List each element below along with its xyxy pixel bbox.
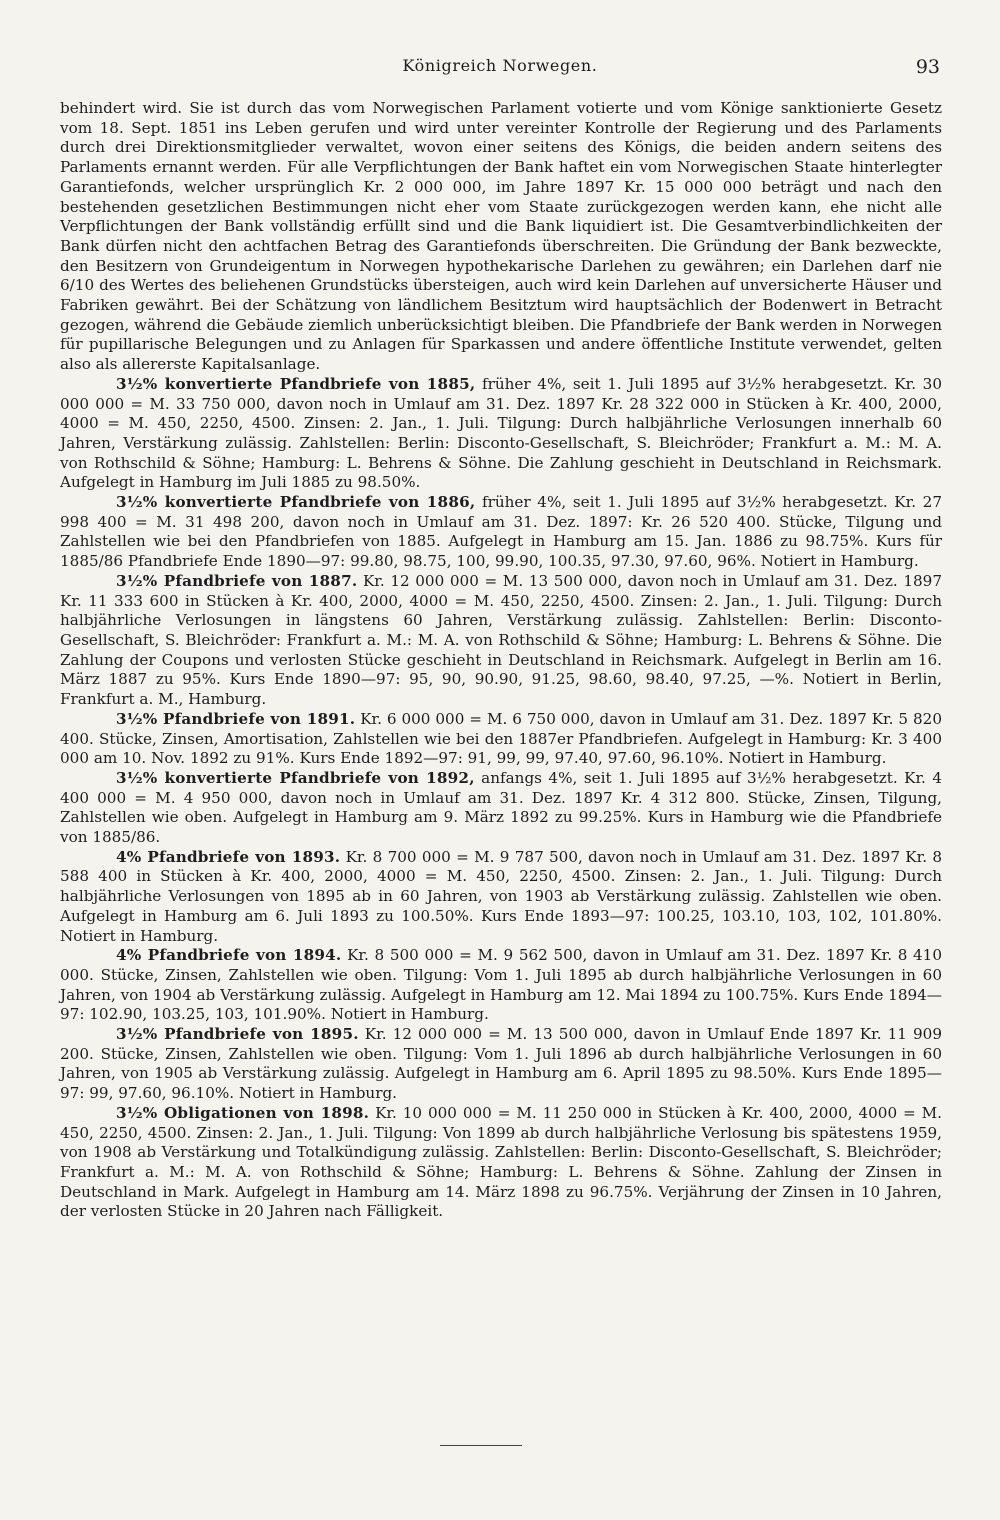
- entry-heading: 3½% konvertierte Pfandbriefe von 1892,: [116, 768, 475, 787]
- running-title: Königreich Norwegen.: [402, 56, 598, 75]
- entry-heading: 4% Pfandbriefe von 1894.: [116, 946, 342, 965]
- entry-pfandbriefe-1885: [60, 375, 942, 493]
- end-rule: [440, 1445, 522, 1446]
- entry-heading: 3½% konvertierte Pfandbriefe von 1886,: [116, 493, 476, 512]
- entry-pfandbriefe-1887: [60, 572, 942, 710]
- entry-text: früher 4%, seit 1. Juli 1895 auf 3½% herabgesetzt. Kr. 30 000 000 = M. 33 750 000, davon noch in Umlauf am 31. Dez. 1897 Kr. 28 322 000 in Stücken à Kr. 400, 2000, 4000 = M. 450, 2250, 4500. Zinsen: 2. Jan., 1. Juli. Tilgung: Durch halbjährliche Verlosungen innerhalb 60 Jahren, Verstärkung zulässig. Zahlstellen: Berlin: Disconto-Gesellschaft, S. Bleichröder; Frankfurt a. M.: M. A. von Rothschild & Söhne; Hamburg: L. Behrens & Söhne. Die Zahlung geschieht in Deutschland in Reichsmark. Aufgelegt in Hamburg im Juli 1885 zu 98.50%.: [60, 374, 942, 492]
- entry-heading: 4% Pfandbriefe von 1893.: [116, 847, 341, 866]
- entry-text: Kr. 10 000 000 = M. 11 250 000 in Stücken à Kr. 400, 2000, 4000 = M. 450, 2250, 4500. Zinsen: 2. Jan., 1. Juli. Tilgung: Von 1899 ab durch halbjährliche Verlosung bis spätestens 1959, von 1908 ab Verstärkung und Totalkündigung zulässig. Zahlstellen: Berlin: Disconto-Gesellschaft, S. Bleichröder; Frankfurt a. M.: M. A. von Rothschild & Söhne; Hamburg: L. Behrens & Söhne. Zahlung der Zinsen in Deutschland in Mark. Aufgelegt in Hamburg am 14. März 1898 zu 96.75%. Verjährung der Zinsen in 10 Jahren, der verlosten Stücke in 20 Jahren nach Fälligkeit.: [60, 1103, 942, 1221]
- entry-text: früher 4%, seit 1. Juli 1895 auf 3½% herabgesetzt. Kr. 27 998 400 = M. 31 498 200, davon noch in Umlauf am 31. Dez. 1897: Kr. 26 520 400. Stücke, Tilgung und Zahlstellen wie bei den Pfandbriefen von 1885. Aufgelegt in Hamburg am 15. Jan. 1886 zu 98.75%. Kurs für 1885/86 Pfandbriefe Ende 1890—97: 99.80, 98.75, 100, 99.90, 100.35, 97.30, 97.60, 96%. Notiert in Hamburg.: [60, 493, 942, 571]
- entry-pfandbriefe-1892: [60, 769, 942, 848]
- entry-heading: 3½% Pfandbriefe von 1887.: [116, 571, 358, 590]
- entry-heading: 3½% Pfandbriefe von 1891.: [116, 709, 356, 728]
- entry-pfandbriefe-1891: [60, 710, 942, 769]
- entry-text: anfangs 4%, seit 1. Juli 1895 auf 3½% herabgesetzt. Kr. 4 400 000 = M. 4 950 000, davon noch in Umlauf am 31. Dez. 1897 Kr. 4 312 800. Stücke, Zinsen, Tilgung, Zahlstellen wie oben. Aufgelegt in Hamburg am 9. März 1892 zu 99.25%. Kurs in Hamburg wie die Pfandbriefe von 1885/86.: [60, 768, 942, 847]
- entry-heading: 3½% Pfandbriefe von 1895.: [116, 1025, 359, 1044]
- entry-text: Kr. 12 000 000 = M. 13 500 000, davon in Umlauf Ende 1897 Kr. 11 909 200. Stücke, Zinsen, Zahlstellen wie oben. Tilgung: Vom 1. Juli 1896 ab durch halbjährliche Verlosungen in 60 Jahren, von 1905 ab Verstärkung zulässig. Aufgelegt in Hamburg am 6. April 1895 zu 98.50%. Kurs Ende 1895—97: 99, 97.60, 96.10%. Notiert in Hamburg.: [60, 1025, 942, 1103]
- entry-text: Kr. 12 000 000 = M. 13 500 000, davon noch in Umlauf am 31. Dez. 1897 Kr. 11 333 600 in Stücken à Kr. 400, 2000, 4000 = M. 450, 2250, 4500. Zinsen: 2. Jan., 1. Juli. Tilgung: Durch halbjährliche Verlosungen in längstens 60 Jahren, Verstärkung zulässig. Zahlstellen: Berlin: Disconto-Gesellschaft, S. Bleichröder: Frankfurt a. M.: M. A. von Rothschild & Söhne; Hamburg: L. Behrens & Söhne. Die Zahlung der Coupons und verlosten Stücke geschieht in Deutschland in Reichsmark. Aufgelegt in Berlin am 16. März 1887 zu 95%. Kurs Ende 1890—97: 95, 90, 90.90, 91.25, 98.60, 98.40, 97.25, —%. Notiert in Berlin, Frankfurt a. M., Hamburg.: [60, 571, 942, 709]
- entry-pfandbriefe-1893: [60, 848, 942, 947]
- entry-text: Kr. 6 000 000 = M. 6 750 000, davon in Umlauf am 31. Dez. 1897 Kr. 5 820 400. Stücke, Zinsen, Amortisation, Zahlstellen wie bei den 1887er Pfandbriefen. Aufgelegt in Hamburg: Kr. 3 400 000 am 10. Nov. 1892 zu 91%. Kurs Ende 1892—97: 91, 99, 99, 97.40, 97.60, 96.10%. Notiert in Hamburg.: [60, 709, 942, 768]
- intro-paragraph: behindert wird. Sie ist durch das vom Norwegischen Parlament votierte und vom Könige sanktionierte Gesetz vom 18. Sept. 1851 ins Leben gerufen und wird unter vereinter Kontrolle der Regierung und des Parlaments durch drei Direktionsmitglieder verwaltet, wovon einer seitens des Königs, die beiden andern seitens des Parlaments ernannt werden. Für alle Verpflichtungen der Bank haftet ein vom Norwegischen Staate hinterlegter Garantiefonds, welcher ursprünglich Kr. 2 000 000, im Jahre 1897 Kr. 15 000 000 beträgt und nach den bestehenden gesetzlichen Bestimmungen nicht eher vom Staate zurückgezogen werden kann, ehe nicht alle Verpflichtungen der Bank vollständig erfüllt sind und die Bank liquidiert ist. Die Gesamtverbindlichkeiten der Bank dürfen nicht den achtfachen Betrag des Garantiefonds überschreiten. Die Gründung der Bank bezweckte, den Besitzern von Grundeigentum in Norwegen hypothekarische Darlehen zu gewähren; ein Darlehen darf nie 6/10 des Wertes des beliehenen Grundstücks übersteigen, auch wird kein Darlehen auf unversicherte Häuser und Fabriken gewährt. Bei der Schätzung von ländlichem Besitztum wird hauptsächlich der Bodenwert in Betracht gezogen, während die Gebäude ziemlich unberücksichtigt bleiben. Die Pfandbriefe der Bank werden in Norwegen für pupillarische Belegungen und zu Anlagen für Sparkassen und andere öffentliche Institute verwendet, gelten also als allererste Kapitalsanlage.: [60, 99, 942, 374]
- entry-pfandbriefe-1894: [60, 946, 942, 1025]
- page-number: 93: [915, 56, 940, 78]
- page-header: [60, 56, 940, 82]
- entry-pfandbriefe-1886: [60, 493, 942, 572]
- entry-heading: 3½% konvertierte Pfandbriefe von 1885,: [116, 374, 476, 393]
- entry-text: Kr. 8 500 000 = M. 9 562 500, davon in Umlauf am 31. Dez. 1897 Kr. 8 410 000. Stücke, Zinsen, Zahlstellen wie oben. Tilgung: Vom 1. Juli 1895 ab durch halbjährliche Verlosungen in 60 Jahren, von 1904 ab Verstärkung zulässig. Aufgelegt in Hamburg am 12. Mai 1894 zu 100.75%. Kurs Ende 1894—97: 102.90, 103.25, 103, 101.90%. Notiert in Hamburg.: [60, 946, 943, 1024]
- page-body: [60, 99, 942, 1222]
- entry-text: Kr. 8 700 000 = M. 9 787 500, davon noch in Umlauf am 31. Dez. 1897 Kr. 8 588 400 in Stücken à Kr. 400, 2000, 4000 = M. 450, 2250, 4500. Zinsen: 2. Jan., 1. Juli. Tilgung: Durch halbjährliche Verlosungen von 1895 ab in 60 Jahren, von 1903 ab Verstärkung zulässig. Zahlstellen wie oben. Aufgelegt in Hamburg am 6. Juli 1893 zu 100.50%. Kurs Ende 1893—97: 100.25, 103.10, 103, 102, 101.80%. Notiert in Hamburg.: [60, 847, 943, 945]
- entry-heading: 3½% Obligationen von 1898.: [116, 1103, 370, 1122]
- entry-obligationen-1898: [60, 1104, 942, 1222]
- entry-pfandbriefe-1895: [60, 1025, 942, 1104]
